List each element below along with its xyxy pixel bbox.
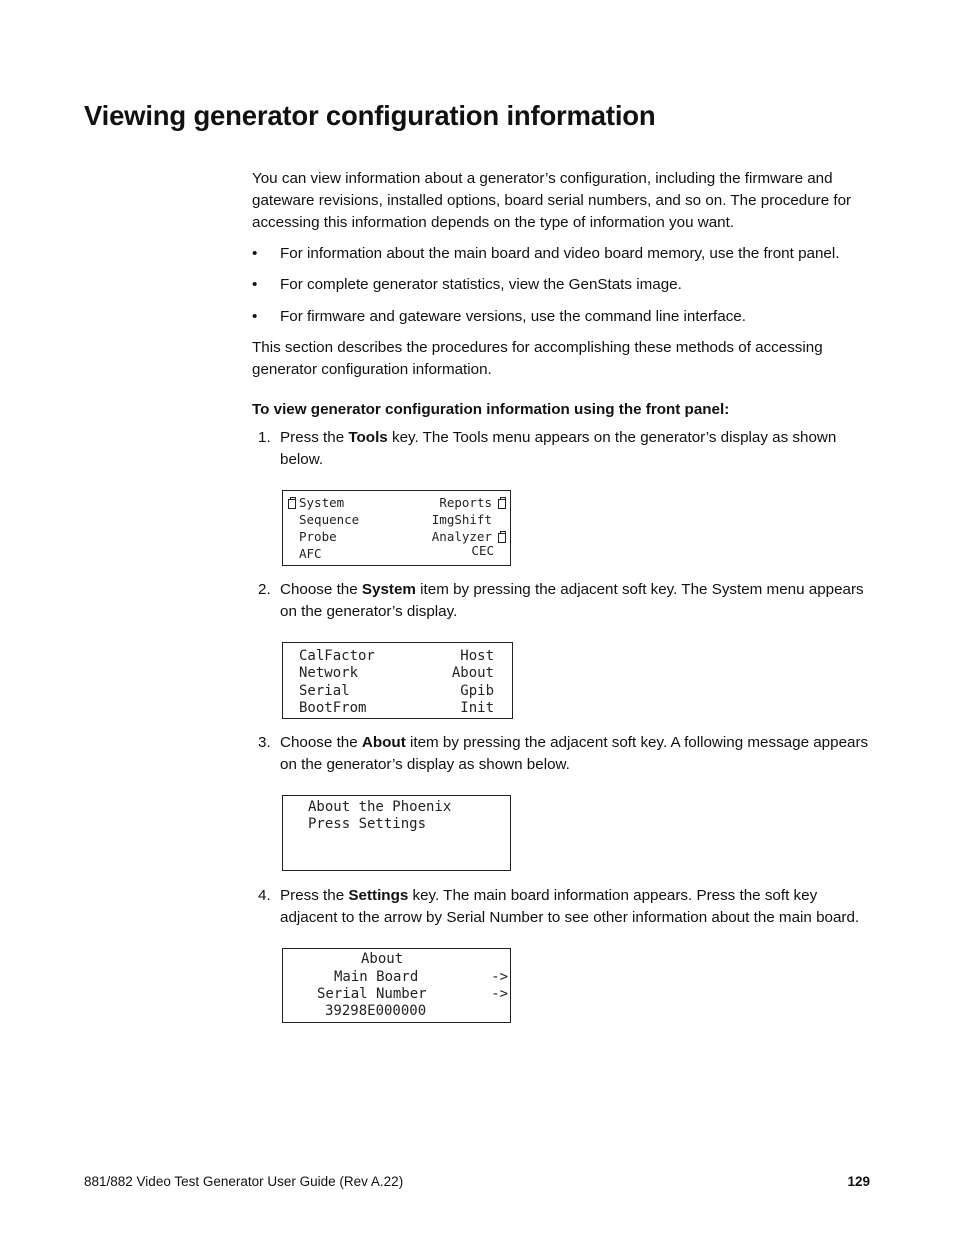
- step-text-post: key. The main board information appears. Press the soft key adjacent to the arrow by Serial Number to see other information about the main board.: [280, 887, 860, 926]
- menu-item-imgshift: ImgShift: [431, 512, 492, 527]
- menu-item-serial: Serial: [299, 683, 350, 699]
- intro-paragraph: [252, 168, 872, 234]
- step-text-post: item by pressing the adjacent soft key. The System menu appears on the generator’s display.: [280, 581, 864, 620]
- serial-number-value: 39298E000000: [325, 1003, 427, 1019]
- key-name: Tools: [348, 429, 388, 446]
- bullet-dot: •: [252, 308, 258, 325]
- display-main-board: [282, 948, 511, 1023]
- bullet-text: For complete generator statistics, view the GenStats image.: [280, 276, 682, 293]
- menu-item-reports: Reports: [439, 495, 492, 510]
- step-number: 1.: [258, 429, 271, 446]
- serial-number-label: Serial Number: [317, 986, 427, 1002]
- about-title: About: [361, 951, 404, 967]
- step-text-pre: Choose the: [280, 734, 362, 751]
- intro-text: You can view information about a generator’s configuration, including the firmware and gateware revisions, installed options, board serial numbers, and so on. The procedure for accessing this information depends on the type of information you want.: [252, 170, 852, 231]
- key-name: About: [361, 734, 406, 751]
- step-4: [258, 885, 872, 929]
- footer-doc-title: 881/882 Video Test Generator User Guide (Rev A.22): [84, 1174, 404, 1189]
- summary-paragraph: [252, 337, 872, 381]
- step-text-post: item by pressing the adjacent soft key. A following message appears on the generator’s display as shown below.: [280, 734, 869, 773]
- main-board-label: Main Board: [334, 969, 419, 985]
- step-number: 3.: [258, 734, 271, 751]
- step-text-pre: Choose the: [280, 581, 362, 598]
- summary-text: This section describes the procedures for accomplishing these methods of accessing generator configuration information.: [252, 339, 823, 378]
- bullet-text: For firmware and gateware versions, use the command line interface.: [280, 308, 746, 325]
- step-1: [258, 427, 872, 471]
- key-name: Settings: [348, 887, 409, 904]
- display-about-message: [282, 795, 511, 871]
- menu-item-init: Init: [460, 700, 494, 716]
- page-title: Viewing generator configuration information: [84, 100, 656, 131]
- message-line: About the Phoenix: [308, 799, 452, 815]
- step-text-pre: Press the: [280, 887, 349, 904]
- page-number: 129: [847, 1174, 870, 1189]
- procedure-heading: To view generator configuration information using the front panel:: [252, 401, 730, 418]
- menu-item-about: About: [451, 665, 494, 681]
- menu-item-bootfrom: BootFrom: [299, 700, 367, 716]
- bullet-dot: •: [252, 245, 258, 262]
- display-tools-menu: [282, 490, 511, 566]
- step-3: [258, 732, 872, 776]
- menu-item-host: Host: [460, 648, 494, 664]
- key-name: System: [361, 581, 416, 598]
- menu-item-probe: Probe: [299, 529, 337, 544]
- step-text-pre: Press the: [280, 429, 349, 446]
- step-number: 4.: [258, 887, 271, 904]
- display-system-menu: [282, 642, 513, 719]
- step-text-post: key. The Tools menu appears on the generator’s display as shown below.: [280, 429, 837, 468]
- bullet-text: For information about the main board and video board memory, use the front panel.: [280, 245, 840, 262]
- menu-item-afc: AFC: [299, 546, 322, 561]
- menu-item-calfactor: CalFactor: [299, 648, 375, 664]
- menu-item-gpib: Gpib: [460, 683, 494, 699]
- menu-item-cec: CEC: [471, 543, 494, 558]
- menu-item-network: Network: [299, 665, 359, 681]
- step-2: [258, 579, 872, 623]
- arrow-icon: ->: [491, 986, 508, 1002]
- arrow-icon: ->: [491, 969, 508, 985]
- step-number: 2.: [258, 581, 271, 598]
- menu-item-sequence: Sequence: [299, 512, 360, 527]
- menu-item-system: System: [299, 495, 345, 510]
- message-line: Press Settings: [308, 816, 427, 832]
- bullet-dot: •: [252, 276, 258, 293]
- menu-item-analyzer: Analyzer: [431, 529, 492, 544]
